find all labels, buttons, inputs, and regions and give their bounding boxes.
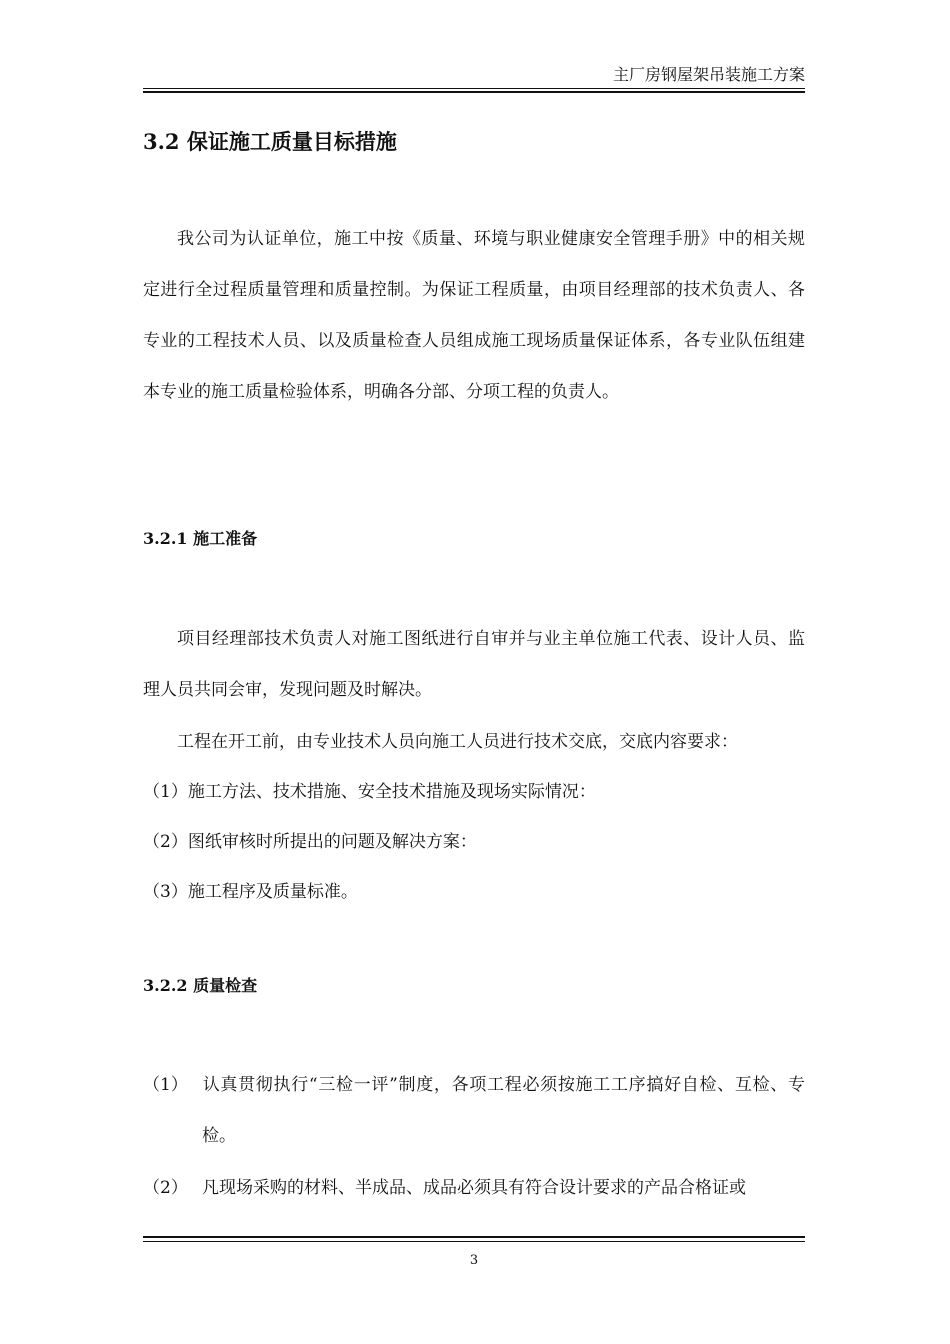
- preparation-paragraph-1: 项目经理部技术负责人对施工图纸进行自审并与业主单位施工代表、设计人员、监理人员共同会审，发现问题及时解决。: [143, 629, 805, 700]
- list-item: [143, 1060, 805, 1162]
- page-number: 3: [469, 1253, 479, 1268]
- subsection-title-preparation: 3.2.1 施工准备: [143, 529, 258, 548]
- list-item-text: 凡现场采购的材料、半成品、成品必须具有符合设计要求的产品合格证或: [202, 1178, 746, 1198]
- subsection-title-quality-check: 3.2.2 质量检查: [143, 976, 258, 995]
- running-header: 主厂房钢屋架吊装施工方案: [612, 65, 805, 84]
- list-item: [143, 1163, 805, 1214]
- list-item-number: （2）: [143, 1178, 188, 1198]
- header-rule: [143, 88, 805, 93]
- list-item: （1）施工方法、技术措施、安全技术措施及现场实际情况：: [143, 782, 596, 802]
- section-title: 3.2 保证施工质量目标措施: [143, 129, 397, 154]
- intro-paragraph: 我公司为认证单位，施工中按《质量、环境与职业健康安全管理手册》中的相关规定进行全过程质量管理和质量控制。为保证工程质量，由项目经理部的技术负责人、各专业的工程技术人员、以及质量检查人员组成施工现场质量保证体系，各专业队伍组建本专业的施工质量检验体系，明确各分部、分项工程的负责人。: [143, 229, 805, 402]
- list-item-text: 认真贯彻执行“三检一评”制度，各项工程必须按施工工序搞好自检、互检、专检。: [202, 1075, 805, 1146]
- list-item: （3）施工程序及质量标准。: [143, 882, 358, 902]
- list-item: （2）图纸审核时所提出的问题及解决方案：: [143, 832, 477, 852]
- list-item-number: （1）: [143, 1075, 188, 1095]
- footer-rule: [143, 1236, 805, 1242]
- preparation-paragraph-2: 工程在开工前，由专业技术人员向施工人员进行技术交底，交底内容要求：: [177, 732, 738, 752]
